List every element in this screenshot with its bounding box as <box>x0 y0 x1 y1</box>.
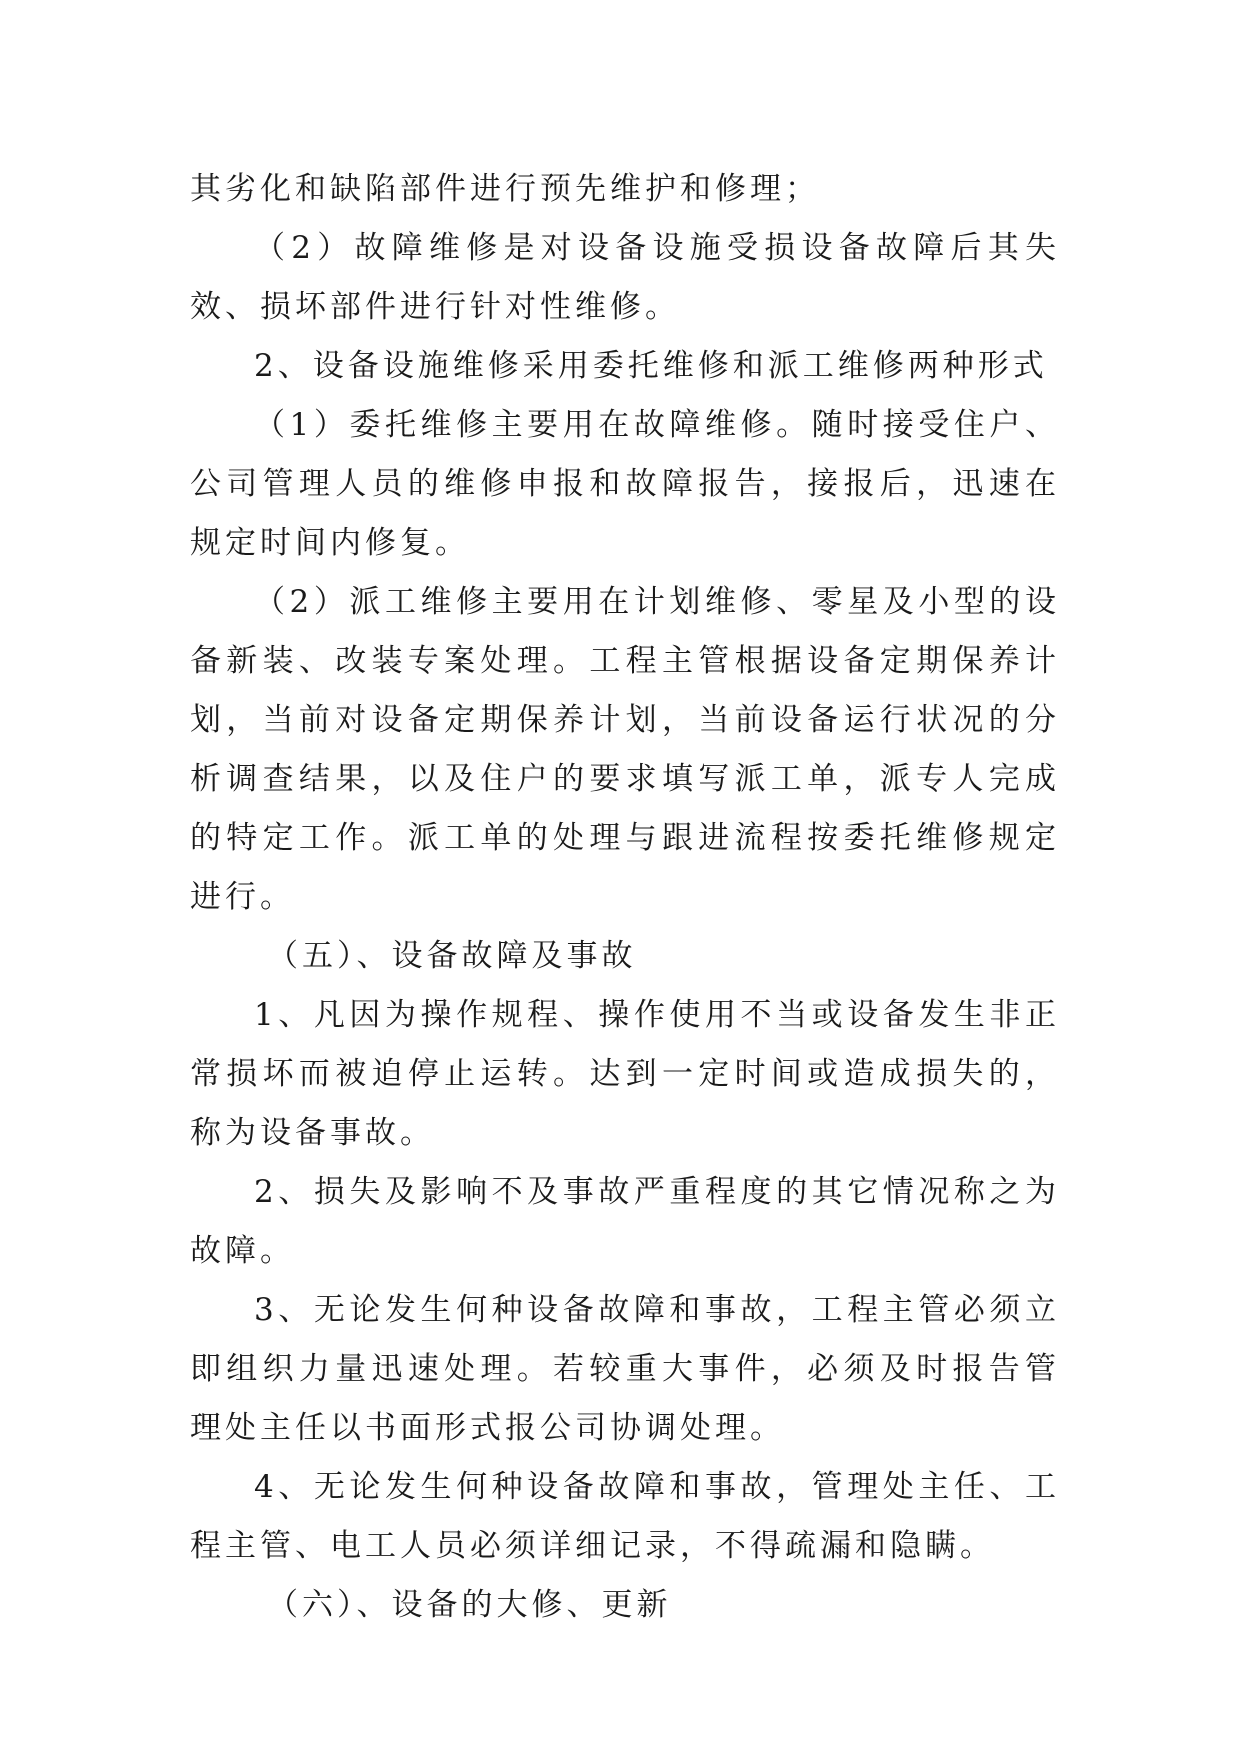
paragraph-repair-forms: 2、设备设施维修采用委托维修和派工维修两种形式 <box>254 348 1048 384</box>
paragraph-recording: 4、无论发生何种设备故障和事故，管理处主任、工程主管、电工人员必须详细记录，不得疏漏和隐瞒。 <box>190 1469 1060 1564</box>
section-heading-faults: （五）、设备故障及事故 <box>267 938 637 974</box>
document-body <box>190 160 1060 1635</box>
paragraph-fault-repair: （2）故障维修是对设备设施受损设备故障后其失效、损坏部件进行针对性维修。 <box>190 230 1060 325</box>
paragraph-accident-definition: 1、凡因为操作规程、操作使用不当或设备发生非正常损坏而被迫停止运转。达到一定时间或造成损失的，称为设备事故。 <box>190 997 1060 1151</box>
section-heading-overhaul: （六）、设备的大修、更新 <box>267 1587 672 1623</box>
paragraph-dispatched-repair: （2）派工维修主要用在计划维修、零星及小型的设备新装、改装专案处理。工程主管根据设备定期保养计划，当前对设备定期保养计划，当前设备运行状况的分析调查结果，以及住户的要求填写派工单，派专人完成的特定工作。派工单的处理与跟进流程按委托维修规定进行。 <box>190 584 1060 915</box>
paragraph-continuation: 其劣化和缺陷部件进行预先维护和修理； <box>190 171 820 207</box>
paragraph-fault-definition: 2、损失及影响不及事故严重程度的其它情况称之为故障。 <box>190 1174 1060 1269</box>
paragraph-entrusted-repair: （1）委托维修主要用在故障维修。随时接受住户、公司管理人员的维修申报和故障报告，接报后，迅速在规定时间内修复。 <box>190 407 1060 561</box>
paragraph-handling: 3、无论发生何种设备故障和事故，工程主管必须立即组织力量迅速处理。若较重大事件，必须及时报告管理处主任以书面形式报公司协调处理。 <box>190 1292 1060 1446</box>
